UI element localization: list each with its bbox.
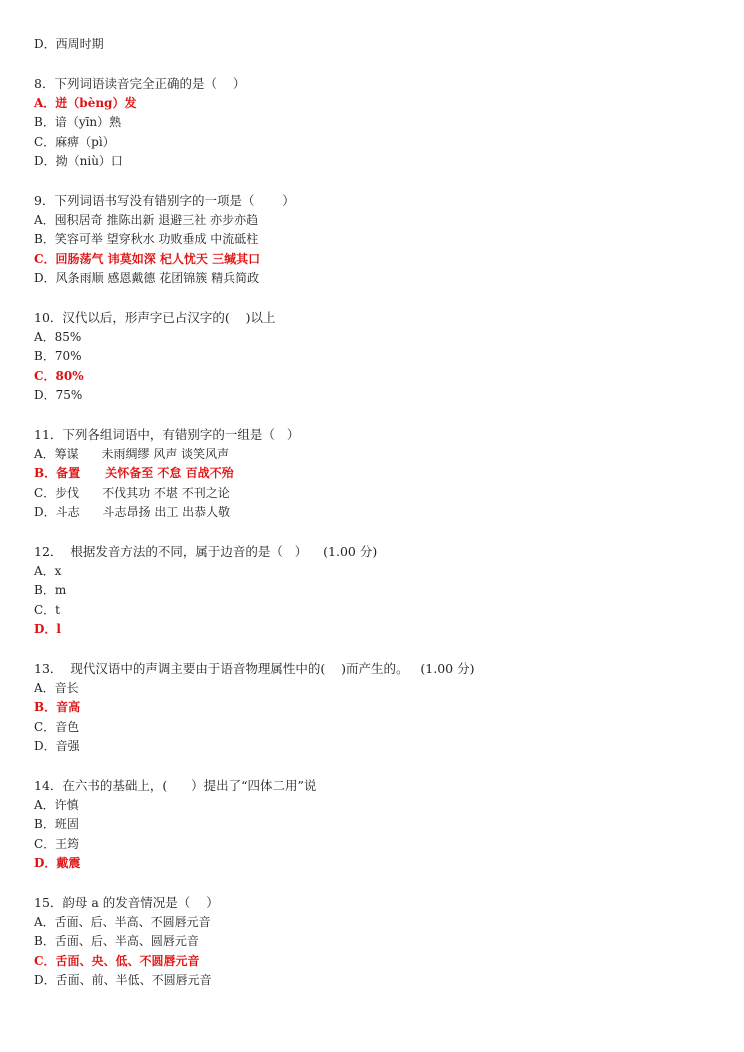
answer-option: A．x — [34, 563, 62, 578]
question-spacer — [34, 172, 714, 192]
answer-option: A．筹谋 未雨绸缪 风声 谈笑风声 — [34, 446, 230, 461]
correct-answer-option: C．回肠荡气 讳莫如深 杞人忧天 三缄其口 — [34, 251, 261, 266]
answer-option: D．斗志 斗志昂扬 出工 出恭人敬 — [34, 505, 231, 519]
question-block — [34, 542, 714, 640]
question-spacer — [34, 289, 714, 309]
question-stem: 14．在六书的基础上，( ）提出了“四体二用”说 — [34, 778, 317, 793]
correct-answer-option: B．音高 — [34, 700, 81, 714]
question-block — [34, 191, 714, 289]
question-block — [34, 308, 714, 406]
correct-answer-option: D．l — [34, 622, 61, 636]
answer-option: A．音长 — [34, 680, 79, 695]
correct-answer-option: A．迸（bèng）发 — [34, 95, 137, 110]
question-block — [34, 74, 714, 172]
question-spacer — [34, 874, 714, 894]
question-spacer — [34, 523, 714, 543]
answer-option: C．麻痹（pì） — [34, 134, 115, 149]
answer-option: D．拗（niù）口 — [34, 154, 123, 168]
correct-answer-option: D．戴震 — [34, 856, 81, 870]
answer-option: A．85% — [34, 329, 82, 344]
answer-option: C．音色 — [34, 719, 80, 734]
question-block — [34, 659, 714, 757]
question-stem: 10．汉代以后，形声字已占汉字的( )以上 — [34, 310, 276, 325]
question-spacer — [34, 640, 714, 660]
question-spacer — [34, 757, 714, 777]
question-spacer — [34, 55, 714, 75]
correct-answer-option: B．备置 关怀备至 不怠 百战不殆 — [34, 466, 234, 480]
question-list — [34, 55, 714, 991]
question-stem: 15．韵母 a 的发音情况是（ ） — [34, 895, 219, 910]
question-stem: 12． 根据发音方法的不同，属于边音的是（ ） (1.00 分) — [34, 544, 378, 559]
answer-option: A．舌面、后、半高、不圆唇元音 — [34, 914, 211, 929]
answer-option: C．王筠 — [34, 836, 80, 851]
document-body — [34, 0, 714, 991]
question-block — [34, 776, 714, 874]
correct-answer-option: C．舌面、央、低、不圆唇元音 — [34, 953, 200, 968]
question-stem: 11．下列各组词语中，有错别字的一组是（ ） — [34, 427, 300, 442]
question-stem: 9．下列词语书写没有错别字的一项是（ ） — [34, 193, 295, 208]
question-block — [34, 425, 714, 523]
answer-option: D．风条雨顺 感恩戴德 花团锦簇 精兵简政 — [34, 271, 260, 285]
option-d-previous-question: D．西周时期 — [34, 37, 104, 51]
answer-option: B．谙（yīn）熟 — [34, 115, 122, 129]
question-spacer — [34, 406, 714, 426]
answer-option: D．75% — [34, 388, 83, 402]
answer-option: B．笑容可举 望穿秋水 功败垂成 中流砥柱 — [34, 232, 259, 246]
answer-option: B．舌面、后、半高、圆唇元音 — [34, 934, 199, 948]
answer-option: C．步伐 不伐其功 不堪 不刊之论 — [34, 485, 230, 500]
answer-option: A．囤积居奇 推陈出新 退避三社 亦步亦趋 — [34, 212, 259, 227]
answer-option: D．舌面、前、半低、不圆唇元音 — [34, 973, 212, 987]
answer-option: C．t — [34, 602, 61, 617]
answer-option: B．70% — [34, 349, 82, 363]
question-stem: 13． 现代汉语中的声调主要由于语音物理属性中的( )而产生的。 (1.00 分) — [34, 661, 475, 676]
answer-option: D．音强 — [34, 739, 80, 753]
answer-option: B．班固 — [34, 817, 79, 831]
answer-option: B．m — [34, 583, 67, 597]
correct-answer-option: C．80% — [34, 368, 84, 383]
answer-option: A．许慎 — [34, 797, 79, 812]
question-stem: 8．下列词语读音完全正确的是（ ） — [34, 76, 246, 91]
question-block — [34, 893, 714, 991]
